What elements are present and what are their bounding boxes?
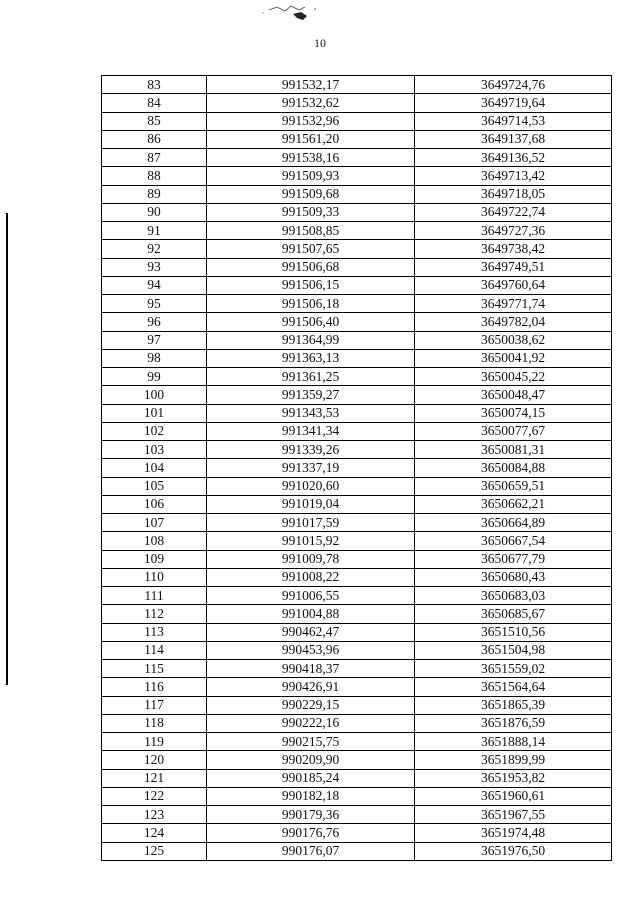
x-coordinate-cell: 990418,37 — [207, 660, 415, 678]
point-number-cell: 104 — [102, 459, 207, 477]
y-coordinate-cell: 3649137,68 — [415, 130, 612, 148]
table-row — [102, 751, 612, 769]
table-row — [102, 76, 612, 94]
y-coordinate-cell: 3650667,54 — [415, 532, 612, 550]
point-number-cell: 95 — [102, 295, 207, 313]
table-row — [102, 331, 612, 349]
x-coordinate-cell: 990453,96 — [207, 641, 415, 659]
table-row — [102, 696, 612, 714]
y-coordinate-cell: 3649724,76 — [415, 76, 612, 94]
point-number-cell: 115 — [102, 660, 207, 678]
table-row — [102, 130, 612, 148]
table-row — [102, 258, 612, 276]
x-coordinate-cell: 991561,20 — [207, 130, 415, 148]
x-coordinate-cell: 991364,99 — [207, 331, 415, 349]
x-coordinate-cell: 990215,75 — [207, 733, 415, 751]
point-number-cell: 125 — [102, 842, 207, 860]
x-coordinate-cell: 991019,04 — [207, 495, 415, 513]
table-row — [102, 222, 612, 240]
table-row — [102, 550, 612, 568]
point-number-cell: 102 — [102, 422, 207, 440]
x-coordinate-cell: 991337,19 — [207, 459, 415, 477]
y-coordinate-cell: 3651876,59 — [415, 714, 612, 732]
point-number-cell: 107 — [102, 514, 207, 532]
table-row — [102, 714, 612, 732]
point-number-cell: 105 — [102, 477, 207, 495]
point-number-cell: 121 — [102, 769, 207, 787]
table-row — [102, 641, 612, 659]
x-coordinate-cell: 990462,47 — [207, 623, 415, 641]
left-margin-line — [6, 213, 8, 685]
y-coordinate-cell: 3651559,02 — [415, 660, 612, 678]
point-number-cell: 89 — [102, 185, 207, 203]
table-row — [102, 203, 612, 221]
point-number-cell: 109 — [102, 550, 207, 568]
point-number-cell: 117 — [102, 696, 207, 714]
y-coordinate-cell: 3649782,04 — [415, 313, 612, 331]
y-coordinate-cell: 3651953,82 — [415, 769, 612, 787]
point-number-cell: 92 — [102, 240, 207, 258]
table-row — [102, 787, 612, 805]
table-row — [102, 532, 612, 550]
x-coordinate-cell: 991009,78 — [207, 550, 415, 568]
point-number-cell: 112 — [102, 605, 207, 623]
point-number-cell: 114 — [102, 641, 207, 659]
x-coordinate-cell: 991509,33 — [207, 203, 415, 221]
table-row — [102, 149, 612, 167]
y-coordinate-cell: 3650680,43 — [415, 568, 612, 586]
y-coordinate-cell: 3651888,14 — [415, 733, 612, 751]
table-row — [102, 806, 612, 824]
point-number-cell: 84 — [102, 94, 207, 112]
table-row — [102, 441, 612, 459]
y-coordinate-cell: 3651976,50 — [415, 842, 612, 860]
point-number-cell: 94 — [102, 276, 207, 294]
point-number-cell: 106 — [102, 495, 207, 513]
y-coordinate-cell: 3649760,64 — [415, 276, 612, 294]
table-row — [102, 477, 612, 495]
table-row — [102, 368, 612, 386]
x-coordinate-cell: 991532,62 — [207, 94, 415, 112]
y-coordinate-cell: 3649749,51 — [415, 258, 612, 276]
point-number-cell: 93 — [102, 258, 207, 276]
table-row — [102, 422, 612, 440]
table-row — [102, 386, 612, 404]
table-row — [102, 459, 612, 477]
y-coordinate-cell: 3651967,55 — [415, 806, 612, 824]
point-number-cell: 119 — [102, 733, 207, 751]
point-number-cell: 88 — [102, 167, 207, 185]
x-coordinate-cell: 990185,24 — [207, 769, 415, 787]
y-coordinate-cell: 3651504,98 — [415, 641, 612, 659]
x-coordinate-cell: 991509,68 — [207, 185, 415, 203]
table-row — [102, 240, 612, 258]
y-coordinate-cell: 3649722,74 — [415, 203, 612, 221]
y-coordinate-cell: 3650041,92 — [415, 349, 612, 367]
y-coordinate-cell: 3651564,64 — [415, 678, 612, 696]
point-number-cell: 100 — [102, 386, 207, 404]
y-coordinate-cell: 3649136,52 — [415, 149, 612, 167]
table-row — [102, 167, 612, 185]
point-number-cell: 116 — [102, 678, 207, 696]
y-coordinate-cell: 3650077,67 — [415, 422, 612, 440]
point-number-cell: 101 — [102, 404, 207, 422]
x-coordinate-cell: 991359,27 — [207, 386, 415, 404]
y-coordinate-cell: 3650662,21 — [415, 495, 612, 513]
table-row — [102, 404, 612, 422]
y-coordinate-cell: 3649714,53 — [415, 112, 612, 130]
x-coordinate-cell: 991507,65 — [207, 240, 415, 258]
point-number-cell: 86 — [102, 130, 207, 148]
table-row — [102, 733, 612, 751]
y-coordinate-cell: 3650659,51 — [415, 477, 612, 495]
y-coordinate-cell: 3650081,31 — [415, 441, 612, 459]
x-coordinate-cell: 991509,93 — [207, 167, 415, 185]
x-coordinate-cell: 991343,53 — [207, 404, 415, 422]
y-coordinate-cell: 3649771,74 — [415, 295, 612, 313]
table-row — [102, 605, 612, 623]
y-coordinate-cell: 3650074,15 — [415, 404, 612, 422]
y-coordinate-cell: 3649718,05 — [415, 185, 612, 203]
table-row — [102, 842, 612, 860]
table-row — [102, 276, 612, 294]
y-coordinate-cell: 3651899,99 — [415, 751, 612, 769]
table-row — [102, 623, 612, 641]
point-number-cell: 103 — [102, 441, 207, 459]
point-number-cell: 85 — [102, 112, 207, 130]
x-coordinate-cell: 990179,36 — [207, 806, 415, 824]
y-coordinate-cell: 3651510,56 — [415, 623, 612, 641]
x-coordinate-cell: 990182,18 — [207, 787, 415, 805]
point-number-cell: 124 — [102, 824, 207, 842]
x-coordinate-cell: 990176,07 — [207, 842, 415, 860]
x-coordinate-cell: 990222,16 — [207, 714, 415, 732]
x-coordinate-cell: 991004,88 — [207, 605, 415, 623]
table-row — [102, 495, 612, 513]
point-number-cell: 83 — [102, 76, 207, 94]
x-coordinate-cell: 991532,96 — [207, 112, 415, 130]
x-coordinate-cell: 991538,16 — [207, 149, 415, 167]
point-number-cell: 118 — [102, 714, 207, 732]
table-row — [102, 514, 612, 532]
coordinates-table — [101, 75, 612, 861]
table-row — [102, 349, 612, 367]
x-coordinate-cell: 991017,59 — [207, 514, 415, 532]
table-row — [102, 660, 612, 678]
table-row — [102, 769, 612, 787]
y-coordinate-cell: 3649719,64 — [415, 94, 612, 112]
x-coordinate-cell: 991361,25 — [207, 368, 415, 386]
x-coordinate-cell: 991506,15 — [207, 276, 415, 294]
y-coordinate-cell: 3651865,39 — [415, 696, 612, 714]
point-number-cell: 91 — [102, 222, 207, 240]
table-row — [102, 568, 612, 586]
point-number-cell: 87 — [102, 149, 207, 167]
y-coordinate-cell: 3650677,79 — [415, 550, 612, 568]
y-coordinate-cell: 3649738,42 — [415, 240, 612, 258]
x-coordinate-cell: 991008,22 — [207, 568, 415, 586]
table-row — [102, 313, 612, 331]
y-coordinate-cell: 3651974,48 — [415, 824, 612, 842]
page-number: 10 — [314, 36, 326, 50]
x-coordinate-cell: 990229,15 — [207, 696, 415, 714]
x-coordinate-cell: 991339,26 — [207, 441, 415, 459]
point-number-cell: 90 — [102, 203, 207, 221]
x-coordinate-cell: 991532,17 — [207, 76, 415, 94]
x-coordinate-cell: 991508,85 — [207, 222, 415, 240]
point-number-cell: 97 — [102, 331, 207, 349]
y-coordinate-cell: 3651960,61 — [415, 787, 612, 805]
x-coordinate-cell: 991363,13 — [207, 349, 415, 367]
point-number-cell: 108 — [102, 532, 207, 550]
y-coordinate-cell: 3650038,62 — [415, 331, 612, 349]
point-number-cell: 96 — [102, 313, 207, 331]
table-row — [102, 295, 612, 313]
y-coordinate-cell: 3649713,42 — [415, 167, 612, 185]
x-coordinate-cell: 990176,76 — [207, 824, 415, 842]
point-number-cell: 113 — [102, 623, 207, 641]
y-coordinate-cell: 3650084,88 — [415, 459, 612, 477]
x-coordinate-cell: 990426,91 — [207, 678, 415, 696]
y-coordinate-cell: 3650048,47 — [415, 386, 612, 404]
table-row — [102, 824, 612, 842]
table-row — [102, 185, 612, 203]
x-coordinate-cell: 991506,18 — [207, 295, 415, 313]
y-coordinate-cell: 3650664,89 — [415, 514, 612, 532]
y-coordinate-cell: 3650045,22 — [415, 368, 612, 386]
x-coordinate-cell: 991341,34 — [207, 422, 415, 440]
y-coordinate-cell: 3650683,03 — [415, 587, 612, 605]
scan-artifact-mark — [255, 4, 325, 26]
x-coordinate-cell: 991006,55 — [207, 587, 415, 605]
x-coordinate-cell: 991020,60 — [207, 477, 415, 495]
y-coordinate-cell: 3649727,36 — [415, 222, 612, 240]
x-coordinate-cell: 990209,90 — [207, 751, 415, 769]
point-number-cell: 120 — [102, 751, 207, 769]
point-number-cell: 99 — [102, 368, 207, 386]
point-number-cell: 110 — [102, 568, 207, 586]
table-row — [102, 587, 612, 605]
coordinates-table-body — [102, 76, 612, 861]
table-row — [102, 678, 612, 696]
point-number-cell: 122 — [102, 787, 207, 805]
point-number-cell: 123 — [102, 806, 207, 824]
x-coordinate-cell: 991506,68 — [207, 258, 415, 276]
table-row — [102, 94, 612, 112]
point-number-cell: 98 — [102, 349, 207, 367]
point-number-cell: 111 — [102, 587, 207, 605]
x-coordinate-cell: 991506,40 — [207, 313, 415, 331]
x-coordinate-cell: 991015,92 — [207, 532, 415, 550]
table-row — [102, 112, 612, 130]
y-coordinate-cell: 3650685,67 — [415, 605, 612, 623]
